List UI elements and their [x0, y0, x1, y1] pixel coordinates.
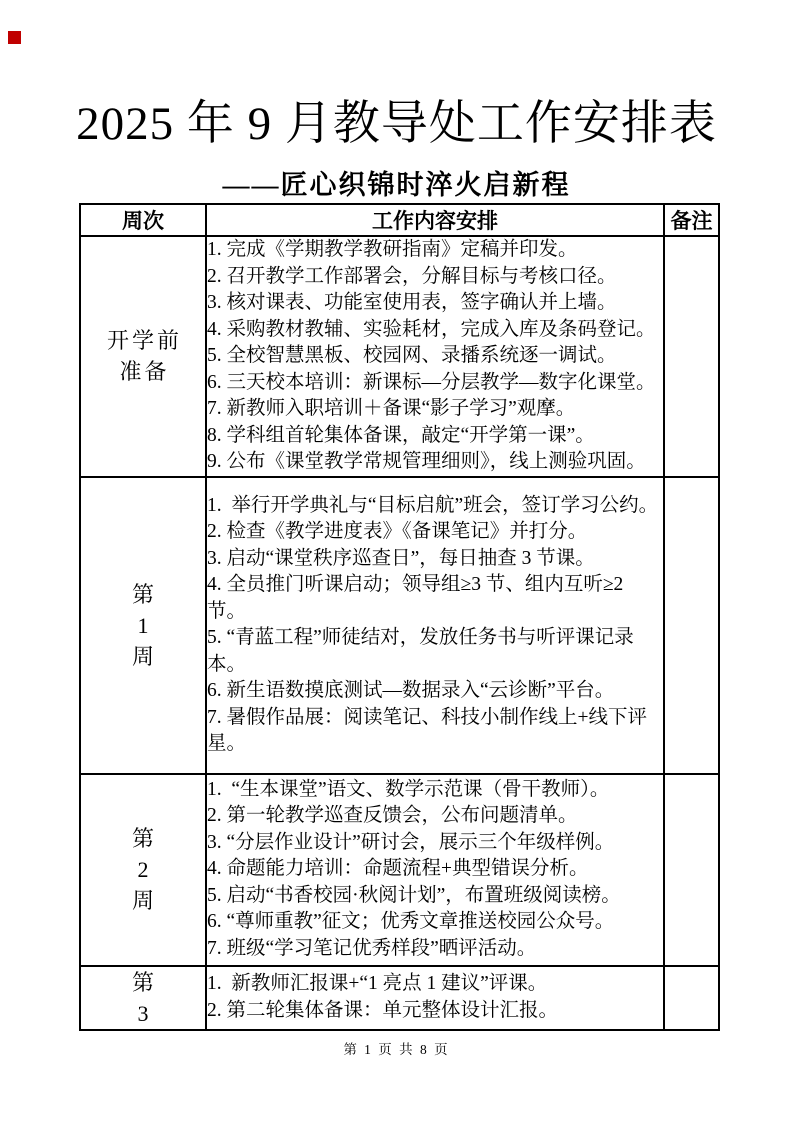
work-item: 2. 第二轮集体备课：单元整体设计汇报。 [207, 999, 559, 1021]
header-note: 备注 [664, 204, 719, 236]
work-item: 5. 全校智慧黑板、校园网、录播系统逐一调试。 [207, 345, 617, 366]
work-item: 5. “青蓝工程”师徒结对，发放任务书与听评课记录本。 [207, 627, 634, 675]
week-label-line: 准备 [119, 359, 170, 385]
week-label-line: 第 [131, 581, 157, 607]
week-label [80, 966, 206, 1030]
week-label-line: 周 [131, 643, 157, 669]
work-item: 1. “生本课堂”语文、数学示范课（骨干教师）。 [207, 778, 610, 800]
table-row [80, 477, 719, 774]
page-subtitle: ——匠心织锦时淬火启新程 [222, 170, 571, 200]
table-row [80, 236, 719, 477]
header-content: 工作内容安排 [206, 204, 664, 236]
work-item: 1. 举行开学典礼与“目标启航”班会，签订学习公约。 [207, 494, 659, 516]
page-footer: 第 1 页 共 8 页 [343, 1042, 450, 1057]
work-item: 9. 公布《课堂教学常规管理细则》，线上测验巩固。 [207, 451, 646, 472]
work-item: 8. 学科组首轮集体备课，敲定“开学第一课”。 [207, 424, 595, 446]
header-week: 周次 [80, 204, 206, 236]
week-label [80, 236, 206, 477]
note-cell [664, 236, 719, 477]
work-item: 6. 新生语数摸底测试—数据录入“云诊断”平台。 [207, 680, 615, 701]
work-items [206, 774, 664, 966]
work-item: 2. 检查《教学进度表》《备课笔记》并打分。 [207, 521, 588, 542]
work-item: 2. 召开教学工作部署会，分解目标与考核口径。 [207, 265, 617, 287]
work-item: 3. 启动“课堂秩序巡查日”，每日抽查 3 节课。 [207, 547, 595, 569]
week-label-line: 开学前 [106, 328, 182, 354]
note-cell [664, 966, 719, 1030]
work-item: 2. 第一轮教学巡查反馈会，公布问题清单。 [207, 805, 578, 827]
work-item: 3. “分层作业设计”研讨会，展示三个年级样例。 [207, 831, 615, 853]
table-row [80, 966, 719, 1030]
schedule-table-wrap [79, 203, 720, 1031]
week-label-line: 1 [137, 612, 152, 638]
work-items [206, 236, 664, 477]
work-item: 4. 采购教材教辅、实验耗材，完成入库及条码登记。 [207, 318, 656, 340]
work-item: 7. 班级“学习笔记优秀样段”晒评活动。 [207, 937, 537, 959]
week-label-line: 3 [137, 1000, 152, 1026]
schedule-table [79, 203, 720, 1031]
work-items [206, 966, 664, 1030]
week-label [80, 774, 206, 966]
table-header-row [80, 204, 719, 236]
work-item: 6. “尊师重教”征文；优秀文章推送校园公众号。 [207, 911, 615, 933]
work-item: 5. 启动“书香校园·秋阅计划”，布置班级阅读榜。 [207, 884, 621, 906]
work-item: 1. 完成《学期教学教研指南》定稿并印发。 [207, 239, 578, 260]
week-label-line: 周 [131, 888, 157, 913]
week-label [80, 477, 206, 774]
work-item: 1. 新教师汇报课+“1 亮点 1 建议”评课。 [207, 973, 548, 994]
work-item: 4. 命题能力培训：命题流程+典型错误分析。 [207, 858, 589, 880]
work-item: 4. 全员推门听课启动；领导组≥3 节、组内互听≥2 节。 [207, 574, 629, 622]
work-items [206, 477, 664, 774]
week-label-line: 2 [137, 857, 152, 882]
week-label-line: 第 [131, 826, 157, 851]
table-row [80, 774, 719, 966]
page-title: 2025 年 9 月教导处工作安排表 [76, 98, 717, 150]
work-item: 3. 核对课表、功能室使用表，签字确认并上墙。 [207, 292, 617, 313]
work-item: 6. 三天校本培训：新课标—分层教学—数字化课堂。 [207, 371, 656, 393]
week-label-line: 第 [131, 969, 157, 995]
work-item: 7. 新教师入职培训＋备课“影子学习”观摩。 [207, 398, 576, 419]
red-corner-mark [8, 31, 21, 44]
work-item: 7. 暑假作品展：阅读笔记、科技小制作线上+线下评星。 [207, 706, 647, 754]
note-cell [664, 774, 719, 966]
note-cell [664, 477, 719, 774]
